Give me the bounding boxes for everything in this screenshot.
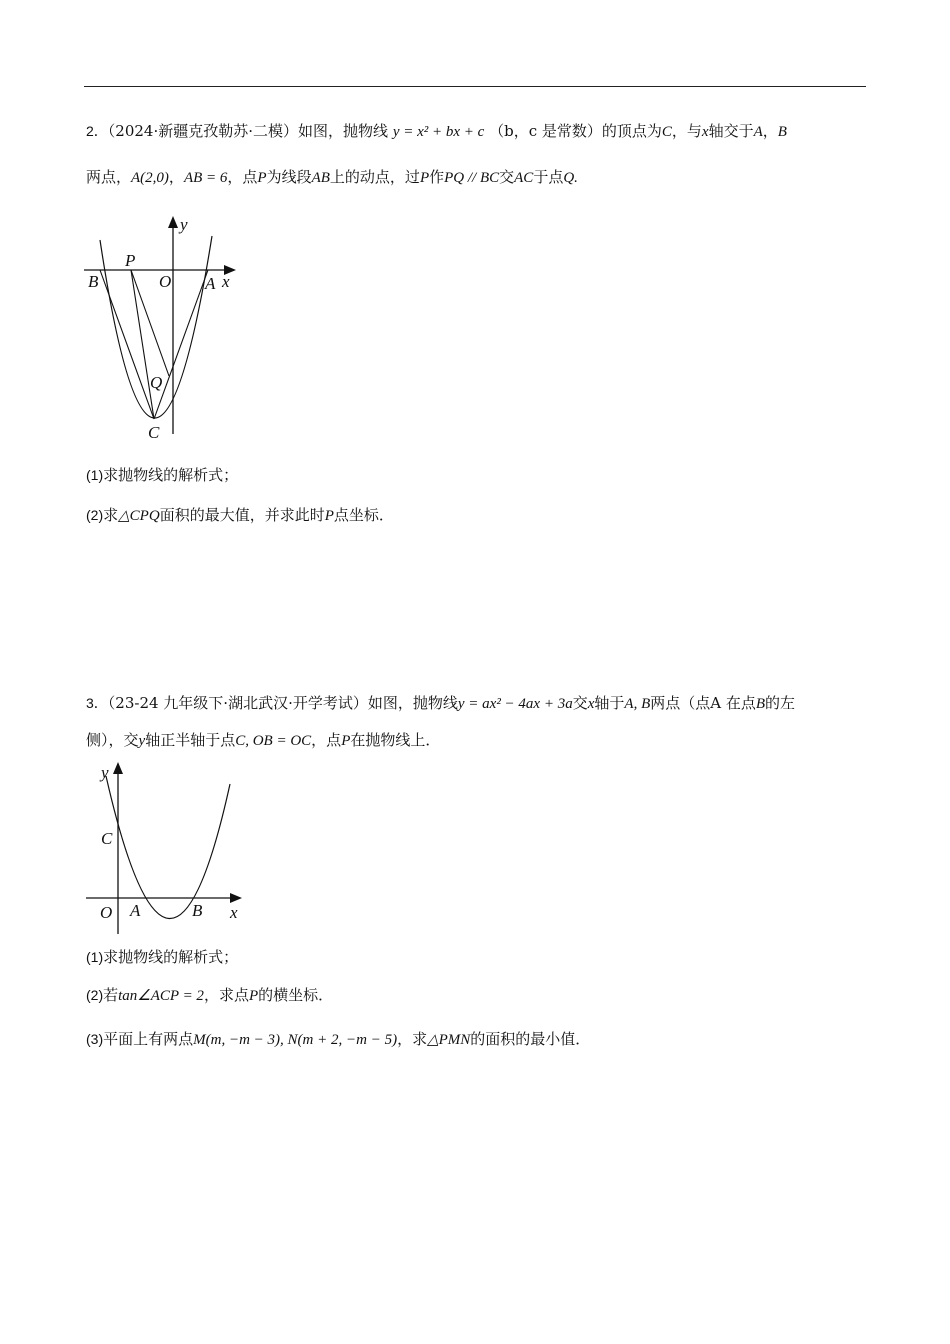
problem3-text: 轴正半轴于点 xyxy=(145,731,236,749)
figure2-label-y: y xyxy=(101,763,109,782)
problem2-text: 轴交于 xyxy=(708,122,754,140)
problem2-number: 2． xyxy=(86,123,108,139)
problem3-line2 xyxy=(86,730,440,751)
figure1-label-a: A xyxy=(205,274,216,293)
problem3-text: 两点（点A 在点 xyxy=(650,694,756,712)
question-number: (2) xyxy=(86,987,104,1003)
question-text: 求抛物线的解析式； xyxy=(103,948,239,966)
problem3-line1 xyxy=(86,693,795,714)
figure1-label-x: x xyxy=(222,272,230,291)
problem3-number: 3． xyxy=(86,695,108,711)
question-number: (1) xyxy=(86,467,104,483)
figure1-label-p: P xyxy=(125,251,136,270)
problem3-question1 xyxy=(86,947,238,967)
problem2-point-b: B xyxy=(777,124,787,140)
question-number: (3) xyxy=(86,1031,104,1047)
problem2-text: ，点 xyxy=(227,168,258,186)
problem2-text: 交 xyxy=(499,168,515,186)
problem3-point-b: B xyxy=(755,696,766,712)
problem3-x-var: x xyxy=(587,696,595,712)
question-text: 面积的最大值，并求此时 xyxy=(159,506,325,524)
problem2-text: 于点 xyxy=(533,168,564,186)
problem3-text: 如图，抛物线 xyxy=(367,694,458,712)
problem2-point-p: P xyxy=(257,170,267,186)
figure2-label-c: C xyxy=(101,829,113,848)
problem2-text: ，与 xyxy=(671,122,702,140)
problem2-parallel: PQ // BC xyxy=(444,170,500,186)
figure1-segment-bc xyxy=(100,270,154,419)
question-text: ，求 xyxy=(397,1030,428,1048)
problem3-question2 xyxy=(86,985,333,1006)
problem3-question3 xyxy=(86,1029,590,1050)
question-text: ，求点 xyxy=(203,986,249,1004)
figure1-label-o: O xyxy=(159,272,172,291)
figure1-segment-ac xyxy=(154,270,208,419)
problem2-line2 xyxy=(86,167,578,188)
question-text: 的横坐标． xyxy=(258,986,334,1004)
question-text: 求 xyxy=(103,506,119,524)
problem2-line1 xyxy=(86,121,787,142)
problem2-coord-a: A(2,0) xyxy=(131,170,169,186)
problem2-text: ， xyxy=(168,168,184,186)
problem2-text: 如图，抛物线 xyxy=(298,122,389,140)
problem2-point-p: P xyxy=(419,170,430,186)
question-number: (1) xyxy=(86,949,104,965)
problem3-points-ab: A, B xyxy=(624,696,651,712)
figure1-label-q: Q xyxy=(150,373,163,392)
problem3-text: 的左 xyxy=(765,694,796,712)
figure2-label-o: O xyxy=(100,903,113,922)
problem2-point-q: Q. xyxy=(563,170,578,186)
figure2-label-x: x xyxy=(230,903,238,922)
question-text: 若 xyxy=(103,986,119,1004)
problem2-figure xyxy=(80,210,250,450)
problem2-text: 上的动点，过 xyxy=(329,168,420,186)
points-mn: M(m, −m − 3), N(m + 2, −m − 5) xyxy=(193,1032,398,1048)
problem2-segment-ac: AC xyxy=(514,170,534,186)
problem2-question1 xyxy=(86,465,238,485)
problem3-text: 轴于 xyxy=(594,694,625,712)
figure2-parabola xyxy=(106,776,230,919)
problem2-source: （2024·新疆克孜勒苏·二模） xyxy=(107,122,299,140)
problem3-y-var: y xyxy=(138,733,146,749)
problem2-text: 作 xyxy=(429,168,445,186)
triangle-pmn: △PMN xyxy=(427,1032,471,1048)
figure1-label-c: C xyxy=(148,423,160,442)
problem2-segment-ab: AB xyxy=(311,170,330,186)
figure1-label-y: y xyxy=(180,215,188,234)
figure2-label-a: A xyxy=(130,901,141,920)
problem2-text: ， xyxy=(762,122,778,140)
point-p: P xyxy=(324,508,334,524)
figure1-y-arrow xyxy=(168,216,178,228)
problem3-text: 交 xyxy=(572,694,588,712)
problem3-equation: y = ax² − 4ax + 3a xyxy=(457,696,573,712)
figure1-label-b: B xyxy=(88,272,99,291)
problem2-vertex: C xyxy=(661,124,672,140)
problem2-question2 xyxy=(86,505,394,526)
problem3-source: （23-24 九年级下·湖北武汉·开学考试） xyxy=(107,694,368,712)
problem2-point-a: A xyxy=(753,124,763,140)
figure2-y-arrow xyxy=(113,762,123,774)
problem2-text: 两点， xyxy=(86,168,132,186)
problem2-equation: y = x² + bx + c xyxy=(392,124,485,140)
point-p: P xyxy=(248,988,259,1004)
triangle-cpq: △CPQ xyxy=(118,508,160,524)
question-text: 点坐标． xyxy=(333,506,394,524)
question-number: (2) xyxy=(86,507,104,523)
figure2-label-b: B xyxy=(192,901,203,920)
header-rule xyxy=(84,86,866,87)
figure1-segment-pc xyxy=(131,270,154,419)
problem3-text: 侧），交 xyxy=(86,731,139,749)
problem2-text: （b，c 是常数）的顶点为 xyxy=(489,122,662,140)
problem2-x-var: x xyxy=(701,124,709,140)
question-text: 平面上有两点 xyxy=(103,1030,194,1048)
problem2-ab-length: AB = 6 xyxy=(183,170,228,186)
question-text: 的面积的最小值． xyxy=(470,1030,591,1048)
problem3-condition: C, OB = OC xyxy=(235,733,312,749)
problem3-figure xyxy=(80,756,250,936)
figure2-x-arrow xyxy=(230,893,242,903)
tan-condition: tan∠ACP = 2 xyxy=(118,988,204,1004)
problem3-text: 在抛物线上． xyxy=(350,731,441,749)
problem3-point-p: P xyxy=(341,733,351,749)
problem3-text: ，点 xyxy=(311,731,342,749)
problem2-text: 为线段 xyxy=(266,168,312,186)
question-text: 求抛物线的解析式； xyxy=(103,466,239,484)
